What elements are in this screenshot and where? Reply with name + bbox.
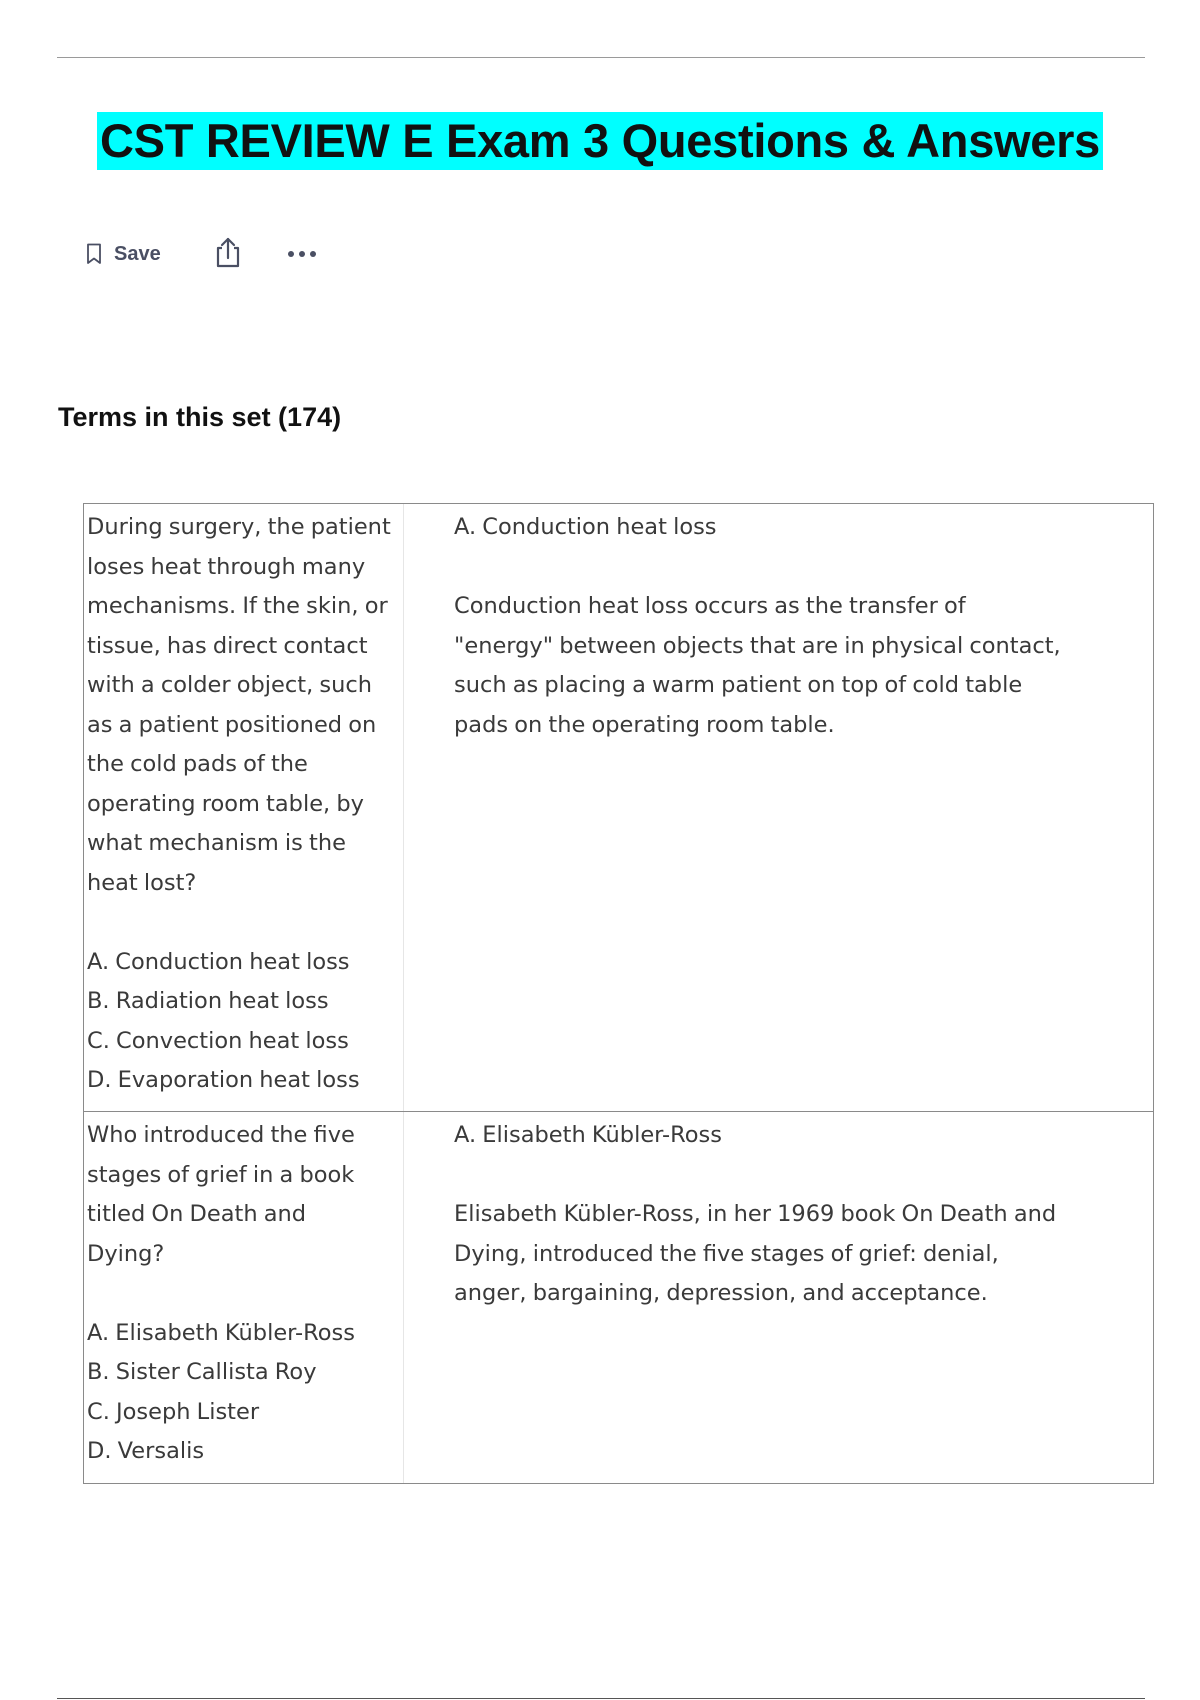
- share-icon: [213, 236, 243, 273]
- title-container: [0, 112, 1200, 170]
- terms-count-heading: Terms in this set (174): [58, 402, 342, 432]
- more-options-button[interactable]: [287, 245, 317, 263]
- save-button[interactable]: [86, 243, 161, 266]
- definition-cell: A. Elisabeth Kübler-Ross Elisabeth Kübler-Ross, in her 1969 book On Death and Dying, introduced the five stages of grief: denial, anger, bargaining, depression, and acceptance.: [454, 1122, 1057, 1306]
- bookmark-icon: [86, 243, 102, 265]
- share-button[interactable]: [213, 236, 243, 273]
- term-cell: During surgery, the patient loses heat through many mechanisms. If the skin, or tissue, has direct contact with a colder object, such as a patient positioned on the cold pads of the operating room table, by what mechanism is the heat lost? A. Conduction heat loss B. Radiation heat loss C. Convection heat loss D. Evaporation heat loss: [84, 504, 404, 1111]
- table-row: [84, 504, 1153, 1112]
- terms-table: [83, 503, 1154, 1484]
- more-options-icon: [287, 245, 317, 263]
- save-label: Save: [114, 242, 161, 265]
- table-row: [84, 1112, 1153, 1483]
- definition-cell: A. Conduction heat loss Conduction heat loss occurs as the transfer of "energy" between objects that are in physical contact, such as placing a warm patient on top of cold table pads on the operating room table.: [454, 514, 1061, 738]
- term-cell: Who introduced the five stages of grief in a book titled On Death and Dying? A. Elisabeth Kübler-Ross B. Sister Callista Roy C. Joseph Lister D. Versalis: [84, 1112, 404, 1483]
- top-divider: [57, 57, 1145, 58]
- bottom-divider: [57, 1698, 1145, 1699]
- action-toolbar: [86, 236, 317, 272]
- page-title: CST REVIEW E Exam 3 Questions & Answers: [97, 112, 1103, 170]
